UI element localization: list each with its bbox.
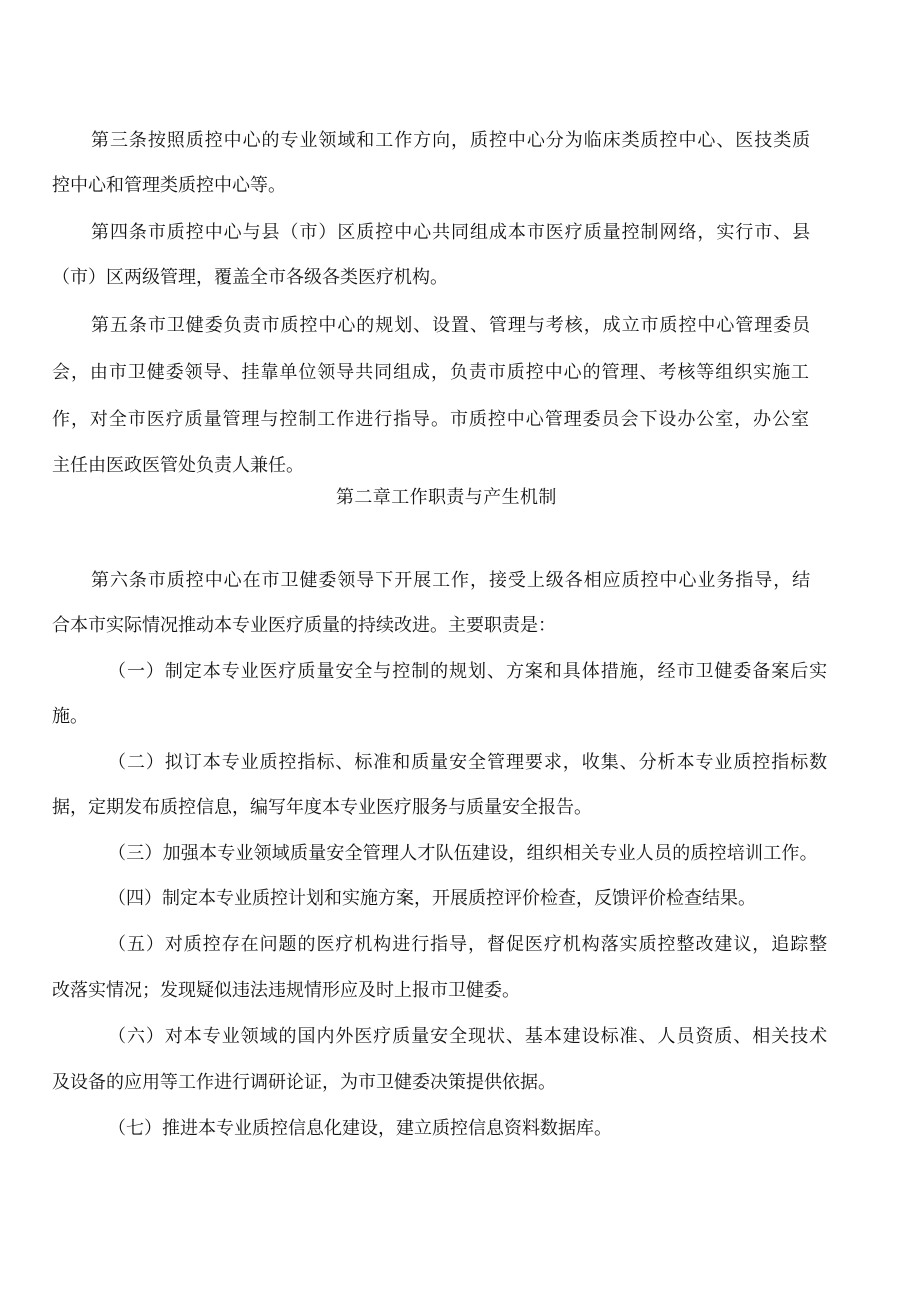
article-5-line-1: 第五条市卫健委负责市质控中心的规划、设置、管理与考核，成立市质控中心管理委员 [91, 315, 812, 336]
article-3-line-2: 控中心和管理类质控中心等。 [52, 175, 286, 196]
article-3-line-1: 第三条按照质控中心的专业领域和工作方向，质控中心分为临床类质控中心、医技类质 [91, 130, 812, 151]
article-5-line-2: 会，由市卫健委领导、挂靠单位领导共同组成，负责市质控中心的管理、考核等组织实施工 [52, 362, 810, 383]
article-4-line-1: 第四条市质控中心与县（市）区质控中心共同组成本市医疗质量控制网络，实行市、县 [91, 222, 812, 243]
article-5-line-4: 主任由医政医管处负责人兼任。 [52, 455, 304, 476]
duty-2-line-1: （二）拟订本专业质控指标、标准和质量安全管理要求，收集、分析本专业质控指标数 [108, 752, 829, 773]
duty-6-line-1: （六）对本专业领域的国内外医疗质量安全现状、基本建设标准、人员资质、相关技术 [108, 1026, 829, 1047]
duty-5-line-1: （五）对质控存在问题的医疗机构进行指导，督促医疗机构落实质控整改建议，追踪整 [108, 934, 829, 955]
duty-4-line-1: （四）制定本专业质控计划和实施方案，开展质控评价检查，反馈评价检查结果。 [108, 888, 756, 909]
article-6-line-1: 第六条市质控中心在市卫健委领导下开展工作，接受上级各相应质控中心业务指导，结 [91, 570, 812, 591]
duty-7-line-1: （七）推进本专业质控信息化建设，建立质控信息资料数据库。 [108, 1118, 612, 1139]
article-4-line-2: （市）区两级管理，覆盖全市各级各类医疗机构。 [52, 267, 448, 288]
duty-1-line-1: （一）制定本专业医疗质量安全与控制的规划、方案和具体措施，经市卫健委备案后实 [108, 661, 829, 682]
chapter-2-title: 第二章工作职责与产生机制 [336, 487, 557, 508]
article-6-line-2: 合本市实际情况推动本专业医疗质量的持续改进。主要职责是： [52, 615, 556, 636]
duty-6-line-2: 及设备的应用等工作进行调研论证，为市卫健委决策提供依据。 [52, 1072, 556, 1093]
duty-1-line-2: 施。 [52, 706, 88, 727]
duty-2-line-2: 据，定期发布质控信息，编写年度本专业医疗服务与质量安全报告。 [52, 797, 592, 818]
duty-5-line-2: 改落实情况；发现疑似违法违规情形应及时上报市卫健委。 [52, 980, 520, 1001]
article-5-line-3: 作，对全市医疗质量管理与控制工作进行指导。市质控中心管理委员会下设办公室，办公室 [52, 409, 810, 430]
duty-3-line-1: （三）加强本专业领域质量安全管理人才队伍建设，组织相关专业人员的质控培训工作。 [108, 843, 818, 864]
